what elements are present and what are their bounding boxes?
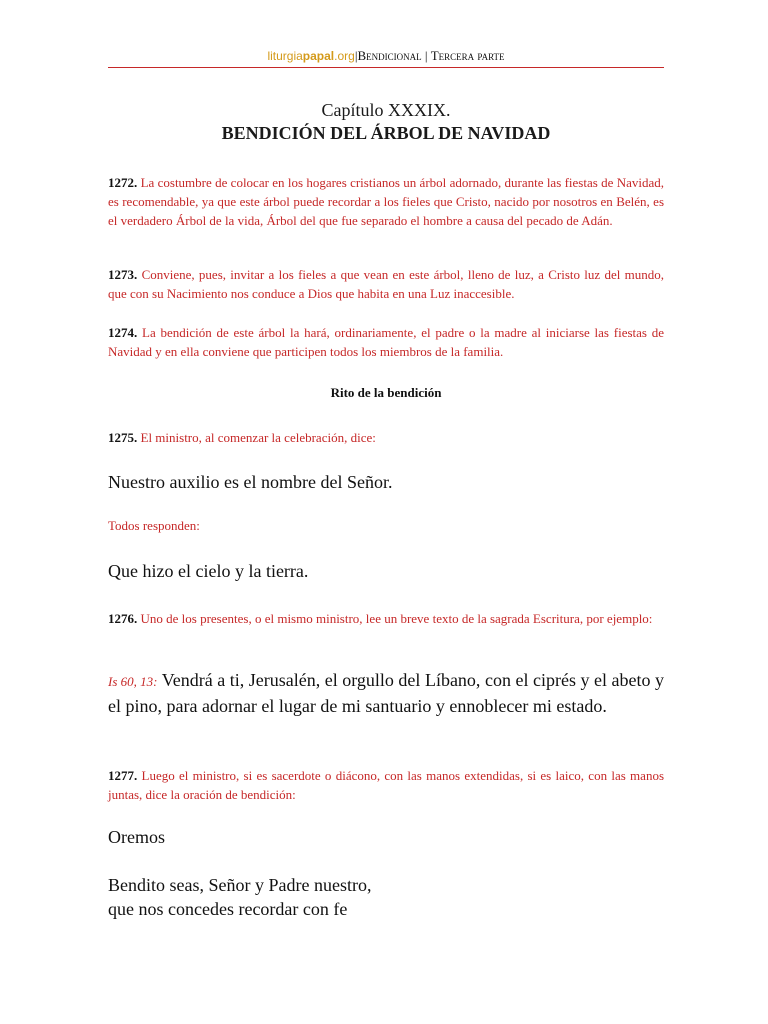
site-name-prefix: liturgia bbox=[267, 49, 303, 63]
running-header bbox=[108, 48, 664, 64]
site-name-bold: papal bbox=[302, 49, 335, 63]
paragraph-1274 bbox=[108, 323, 664, 361]
paragraph-1277 bbox=[108, 766, 664, 804]
paragraph-number: 1272. bbox=[108, 175, 138, 190]
oremos: Oremos bbox=[108, 827, 165, 847]
rite-heading: Rito de la bendición bbox=[330, 385, 442, 400]
paragraph-number: 1274. bbox=[108, 325, 138, 340]
prayer-line-2: que nos concedes recordar con fe bbox=[108, 899, 348, 919]
scripture-text: Vendrá a ti, Jerusalén, el orgullo del Líbano, con el ciprés y el abeto y el pino, para adornar el lugar de mi santuario y ennoblecer mi estado. bbox=[108, 670, 664, 716]
paragraph-1272 bbox=[108, 173, 664, 230]
paragraph-1276 bbox=[108, 609, 664, 628]
chapter-heading: Capítulo XXXIX. bbox=[321, 100, 451, 120]
paragraph-text: El ministro, al comenzar la celebración, dice: bbox=[140, 430, 376, 445]
paragraph-text: Conviene, pues, invitar a los fieles a que vean en este árbol, lleno de luz, a Cristo luz del mundo, que con su Nacimiento nos conduce a Dios que habita en una Luz inaccesible. bbox=[108, 267, 665, 301]
chapter-title: BENDICIÓN DEL ÁRBOL DE NAVIDAD bbox=[221, 123, 551, 143]
prayer-line-1: Bendito seas, Señor y Padre nuestro, bbox=[108, 875, 372, 895]
header-rule bbox=[108, 67, 664, 68]
paragraph-text: Uno de los presentes, o el mismo ministro, lee un breve texto de la sagrada Escritura, por ejemplo: bbox=[140, 611, 653, 626]
site-name[interactable] bbox=[267, 49, 354, 63]
versicle: Nuestro auxilio es el nombre del Señor. bbox=[108, 472, 393, 492]
paragraph-text: La costumbre de colocar en los hogares cristianos un árbol adornado, durante las fiestas de Navidad, es recomendable, ya que este árbol puede recordar a los fieles que Cristo, nacido por nosotros en Belén, es el verdadero Árbol de la vida, Árbol del que fue separado el hombre a causa del pecado de Adán. bbox=[108, 175, 664, 228]
header-separator: | bbox=[354, 48, 358, 63]
paragraph-1275 bbox=[108, 428, 664, 447]
paragraph-text: La bendición de este árbol la hará, ordinariamente, el padre o la madre al iniciarse las fiestas de Navidad y en ella conviene que participen todos los miembros de la familia. bbox=[108, 325, 664, 359]
response: Que hizo el cielo y la tierra. bbox=[108, 561, 309, 581]
header-separator: | bbox=[424, 48, 428, 63]
paragraph-1273 bbox=[108, 265, 664, 303]
site-name-suffix: .org bbox=[334, 49, 355, 63]
header-section: Bendicional bbox=[357, 48, 422, 63]
paragraph-number: 1277. bbox=[108, 768, 138, 783]
paragraph-number: 1273. bbox=[108, 267, 138, 282]
paragraph-number: 1275. bbox=[108, 430, 138, 445]
response-intro: Todos responden: bbox=[108, 518, 200, 533]
header-part: Tercera parte bbox=[430, 48, 505, 63]
scripture-reading bbox=[108, 668, 664, 718]
paragraph-number: 1276. bbox=[108, 611, 138, 626]
paragraph-text: Luego el ministro, si es sacerdote o diácono, con las manos extendidas, si es laico, con las manos juntas, dice la oración de bendición: bbox=[108, 768, 664, 802]
scripture-reference: Is 60, 13: bbox=[108, 674, 158, 689]
